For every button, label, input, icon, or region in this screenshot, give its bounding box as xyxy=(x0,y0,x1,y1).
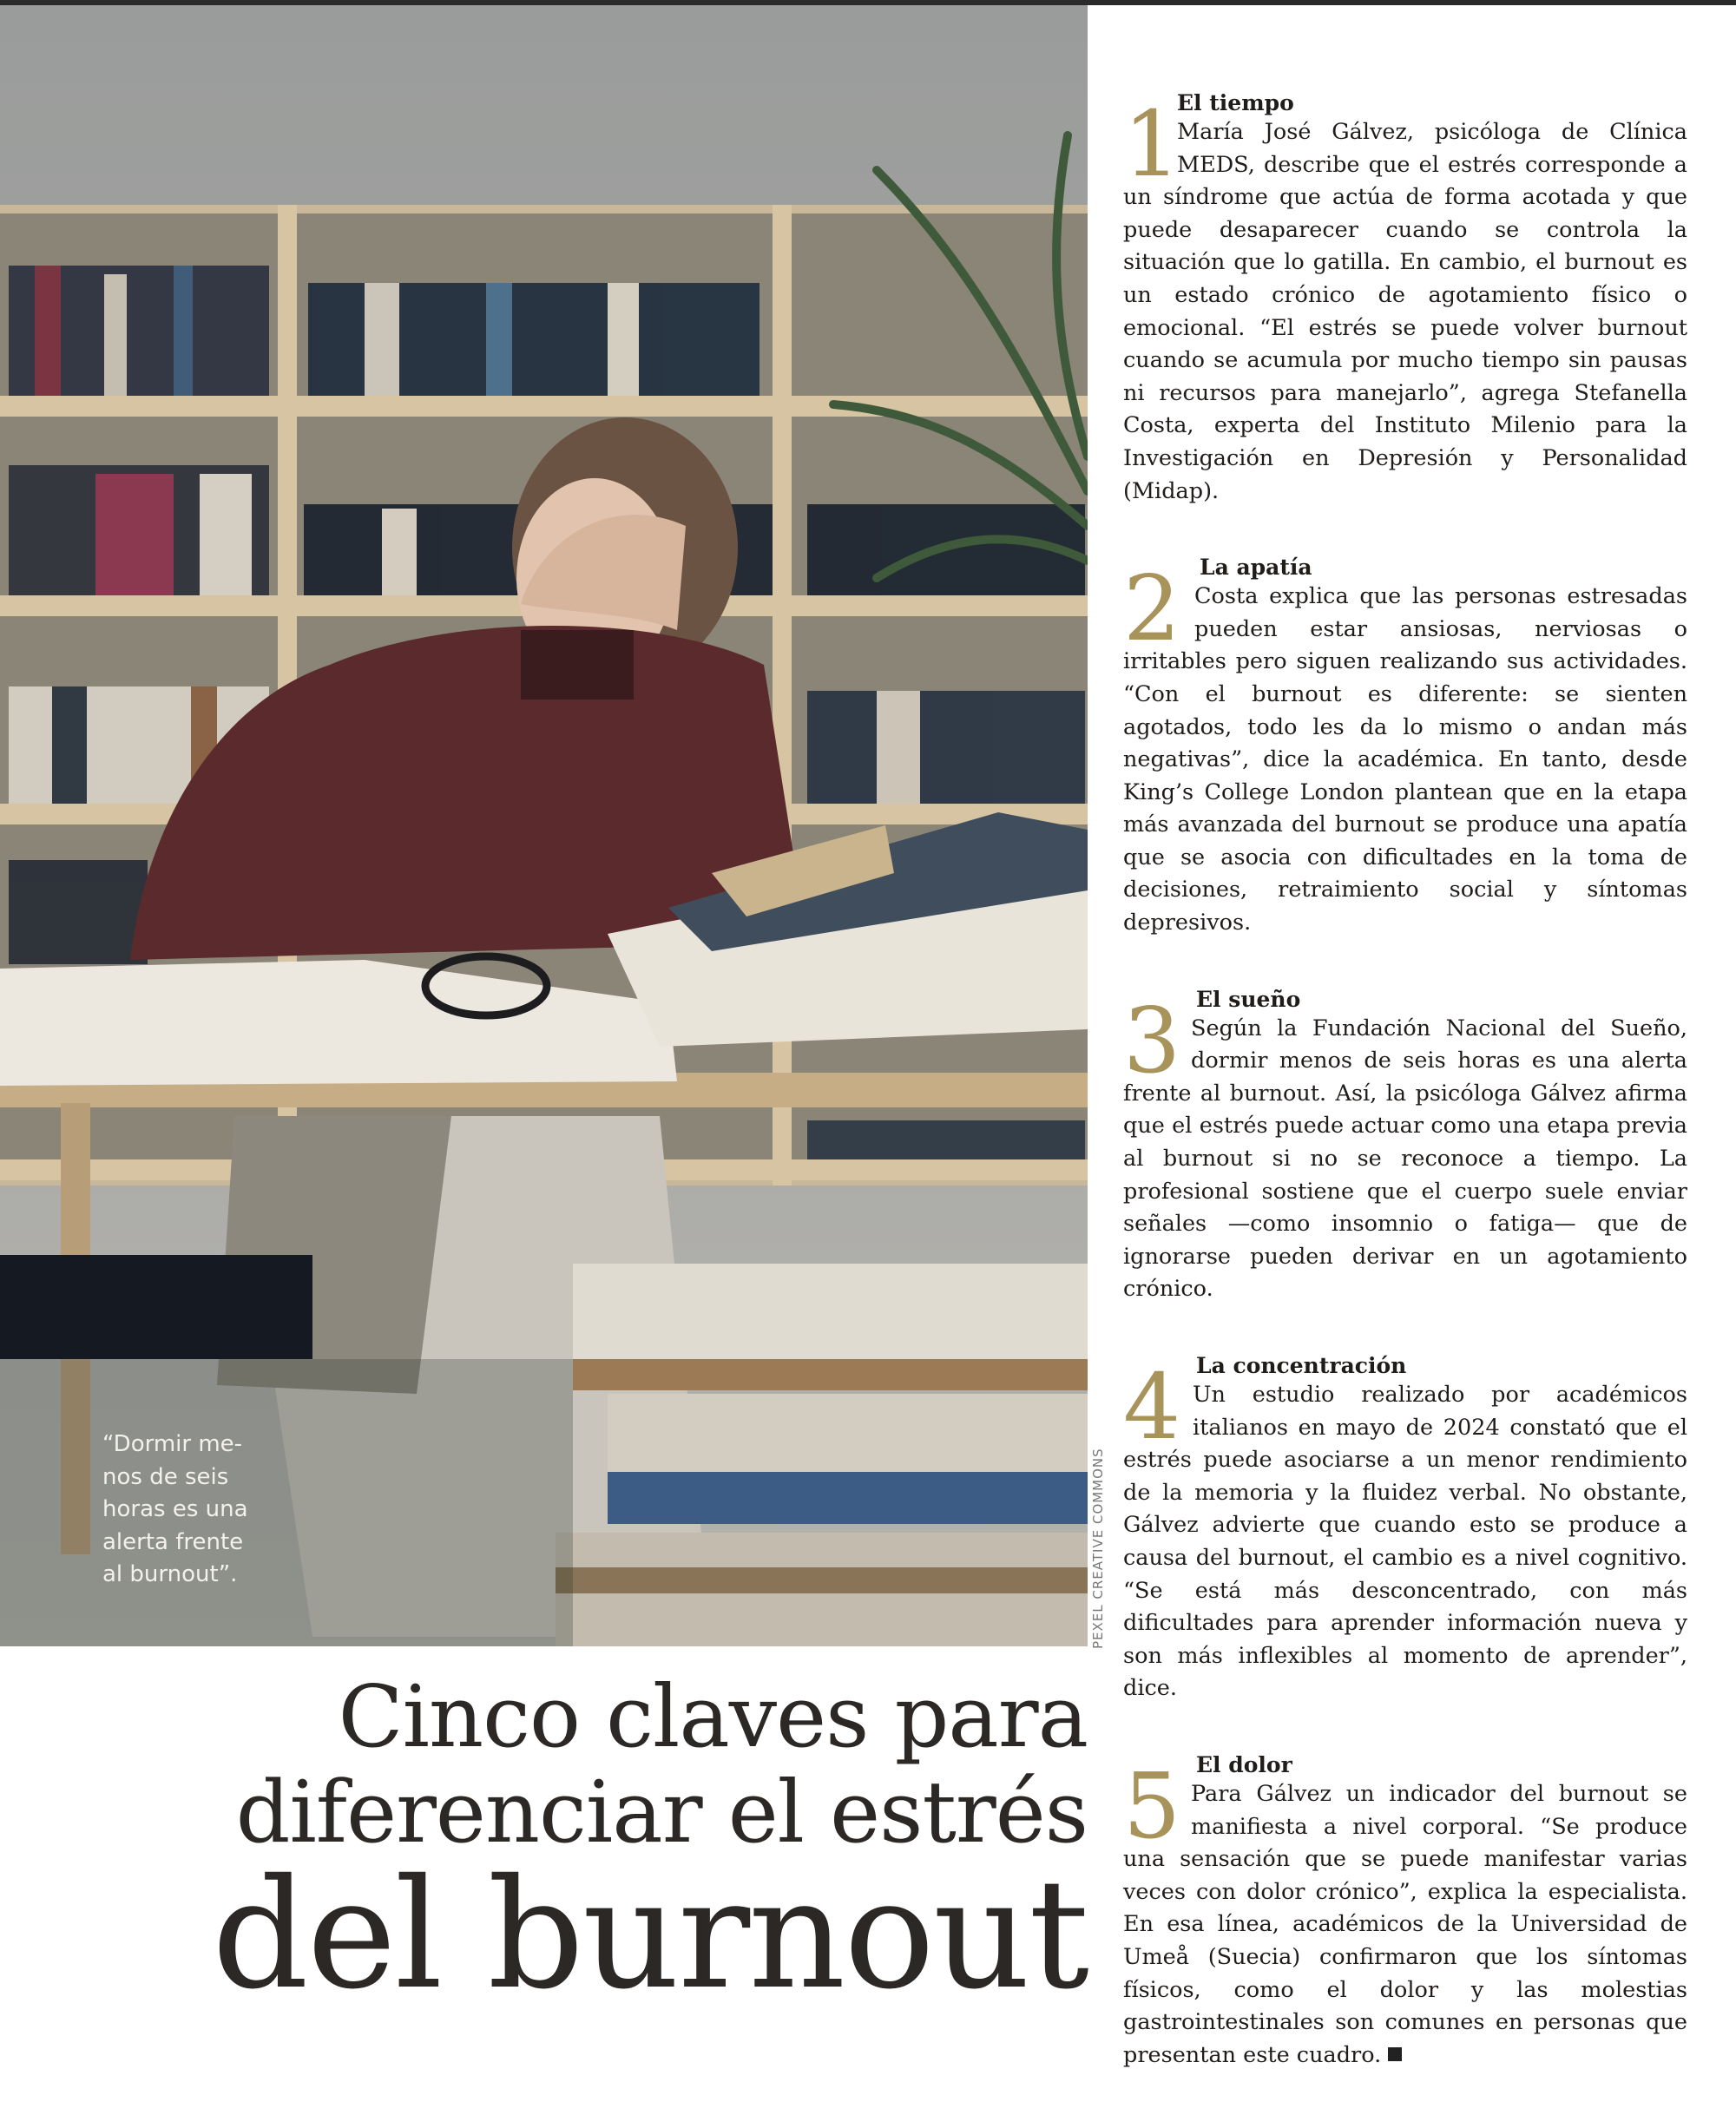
key-section-3 xyxy=(1123,987,1687,1306)
key-section-4 xyxy=(1123,1353,1687,1705)
article-photo xyxy=(0,5,1088,1646)
photo-illustration xyxy=(0,5,1088,1646)
section-number: 2 xyxy=(1123,555,1180,662)
section-number: 5 xyxy=(1123,1752,1180,1859)
section-title: La apatía xyxy=(1200,555,1312,581)
section-body: María José Gálvez, psicóloga de Clínica MEDS, describe que el estrés corresponde a un síndrome que actúa de forma acotada y que puede desaparecer cuando se controla la situación que lo gatilla. En cambio, el burnout es un estado crónico de agotamiento físico o emocional. “El estrés se puede volver burnout cuando se acumula por mucho tiempo sin pausas ni recursos para manejarlo”, agrega Stefanella Costa, experta del Instituto Milenio para la Investigación en Depresión y Personalidad (Midap). xyxy=(1123,119,1687,504)
photo-pull-quote: “Dormir me- nos de seis horas es una alerta frente al burnout”. xyxy=(102,1431,248,1587)
section-title: El tiempo xyxy=(1177,90,1294,115)
photo-credit: PEXEL CREATIVE COMMONS xyxy=(1090,1448,1106,1649)
section-body: Para Gálvez un indicador del burnout se manifiesta a nivel corporal. “Se produce una sensación que se puede manifestar varias veces con dolor crónico”, explica la especialista. En esa línea, académicos de la Universidad de Umeå (Suecia) confirmaron que los síntomas físicos, como el dolor y las molestias gastrointestinales son comunes en personas que presentan este cuadro. xyxy=(1123,1780,1687,2068)
article-column xyxy=(1123,90,1687,2115)
section-body: Según la Fundación Nacional del Sueño, dormir menos de seis horas es una alerta frente al burnout. Así, la psicóloga Gálvez afirma que el estrés puede actuar como una etapa previa al burnout si no se reconoce a tiempo. La profesional sostiene que el cuerpo suele enviar señales —como insomnio o fatiga— que de ignorarse pueden derivar en un agotamiento crónico. xyxy=(1123,1015,1687,1303)
section-title: La concentración xyxy=(1196,1353,1407,1378)
section-title: El dolor xyxy=(1196,1751,1292,1777)
key-section-2 xyxy=(1123,555,1687,940)
key-section-5 xyxy=(1123,1752,1687,2072)
section-body: Costa explica que las personas estresadas pueden estar ansiosas, nerviosas o irritables pero siguen realizando sus actividades. “Con el burnout es diferente: se sienten agotados, todo les da lo mismo o andan más negativas”, dice la académica. En tanto, desde King’s College London plantean que en la etapa más avanzada del burnout se produce una apatía que se asocia con dificultades en la toma de decisiones, retraimiento social y síntomas depresivos. xyxy=(1123,583,1687,936)
key-section-1 xyxy=(1123,90,1687,508)
section-number: 1 xyxy=(1123,91,1180,197)
book-stack xyxy=(556,1264,1088,1646)
headline-line-2: diferenciar el estrés xyxy=(235,1764,1088,1862)
end-of-article-mark xyxy=(1388,2047,1402,2061)
section-number: 3 xyxy=(1123,987,1180,1094)
headline xyxy=(212,1668,1088,2023)
section-number: 4 xyxy=(1123,1354,1180,1460)
headline-line-3: del burnout xyxy=(212,1847,1088,2023)
headline-line-1: Cinco claves para xyxy=(338,1668,1088,1767)
section-title: El sueño xyxy=(1196,986,1301,1012)
section-body: Un estudio realizado por académicos italianos en mayo de 2024 constató que el estrés puede asociarse a un menor rendimiento de la memoria y la fluidez verbal. No obstante, Gálvez advierte que cuando esto se produce a causa del burnout, el cambio es a nivel cognitivo. “Se está más desconcentrado, con más dificultades para aprender información nueva y son más inflexibles al momento de aprender”, dice. xyxy=(1123,1382,1687,1702)
